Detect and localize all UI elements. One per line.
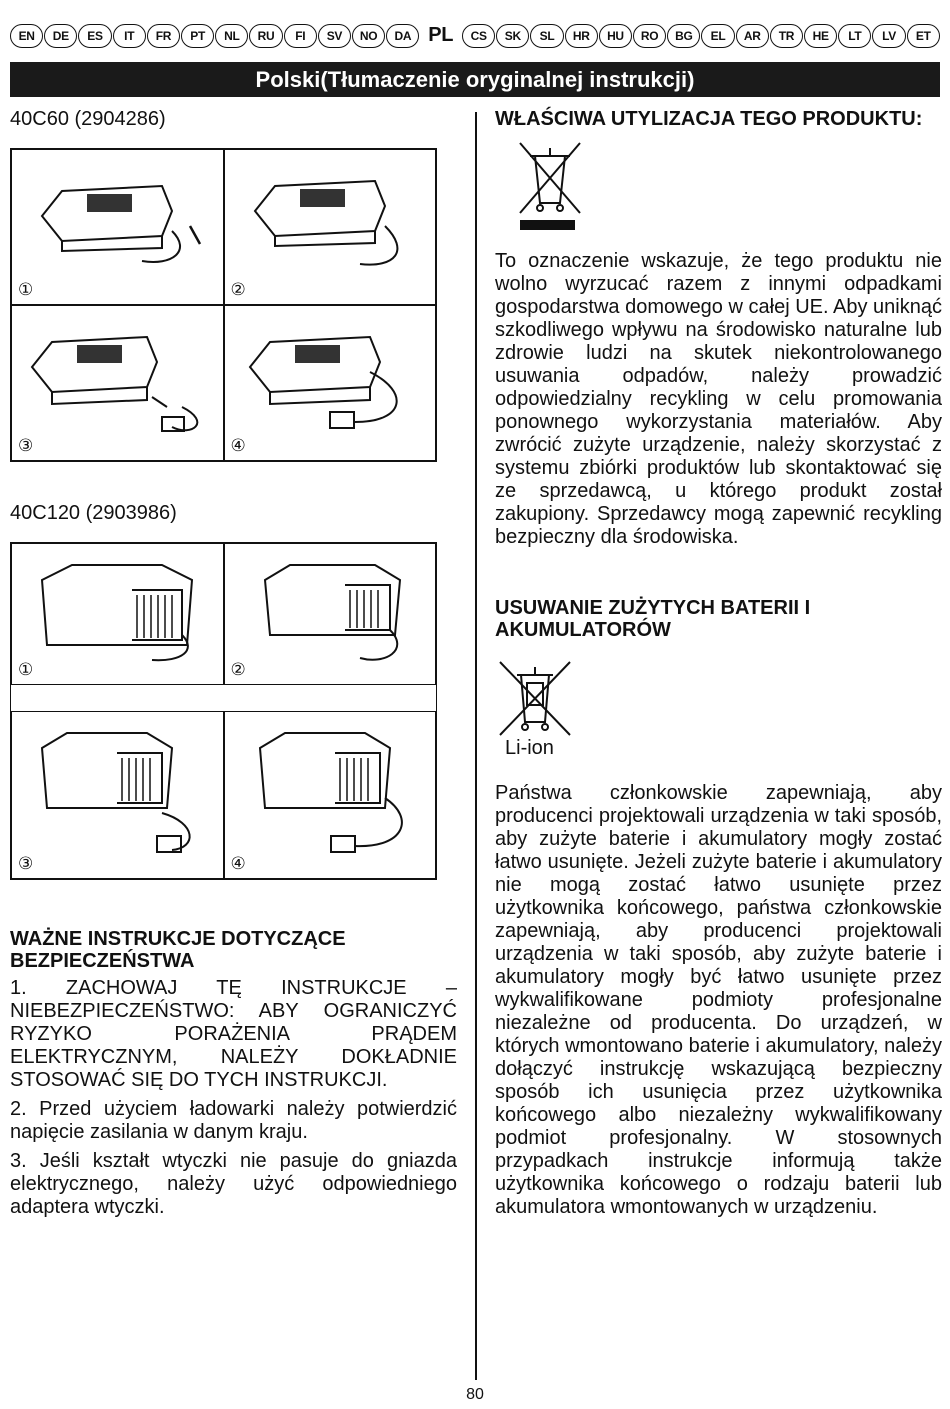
language-tab[interactable]: NO <box>352 24 385 48</box>
language-tab[interactable]: HU <box>599 24 632 48</box>
language-tab[interactable]: SK <box>496 24 529 48</box>
language-bar <box>10 24 940 50</box>
battery-heading: USUWANIE ZUŻYTYCH BATERII I AKUMULATORÓW <box>495 597 811 641</box>
disposal-text: To oznaczenie wskazuje, że tego produktu nie wolno wyrzucać razem z innymi odpadkami gospodarstwa domowego w całej UE. Aby uniknąć szkodliwego wpływu na środowisko naturalne lub zdrowie ludzi na skutek niekontrolowanego usuwania odpadów, należy prowadzić odpowiedzialny recykling w celu promowania ponownego wykorzystania materiałów. Aby zwrócić zużyte urządzenie, należy skorzystać z systemu zbiórki produktów lub skontaktować się ze sprzedawcą, u którego produkt został zakupiony. Sprzedawcy mogą zapewnić recykling bezpieczny dla środowiska. <box>495 250 942 548</box>
illustration-step <box>11 543 224 685</box>
page-title: Polski(Tłumaczenie oryginalnej instrukcji) <box>10 62 940 97</box>
language-tab[interactable]: AR <box>736 24 769 48</box>
illustration-step <box>224 305 437 461</box>
language-tab[interactable]: CS <box>462 24 495 48</box>
language-tab[interactable]: LT <box>838 24 871 48</box>
language-tab[interactable]: RO <box>633 24 666 48</box>
crossed-bin-icon <box>515 138 585 234</box>
column-divider <box>475 112 477 1380</box>
illustration-step <box>11 305 224 461</box>
safety-item: 1. ZACHOWAJ TĘ INSTRUKCJE – NIEBEZPIECZEŃSTWO: ABY OGRANICZYĆ RYZYKO PORAŻENIA PRĄDEM ELEKTRYCZNYM, NALEŻY DOKŁADNIE STOSOWAĆ SIĘ DO TYCH INSTRUKCJI. <box>10 977 457 1091</box>
language-tab[interactable]: EN <box>10 24 43 48</box>
illustration-step <box>11 149 224 305</box>
charger-unplug-illustration <box>22 550 212 670</box>
model-label: 40C120 (2903986) <box>10 502 177 524</box>
charger-plug-in-illustration <box>22 718 212 858</box>
language-tab[interactable]: EL <box>701 24 734 48</box>
charger-connected-illustration <box>235 312 425 432</box>
language-tab[interactable]: ET <box>907 24 940 48</box>
safety-item: 3. Jeśli kształt wtyczki nie pasuje do gniazda elektrycznego, należy użyć odpowiedniego adaptera wtyczki. <box>10 1150 457 1218</box>
step-number: ③ <box>18 436 34 456</box>
illustration-step <box>224 149 437 305</box>
li-ion-label: Li-ion <box>505 737 554 759</box>
right-column <box>495 108 942 1219</box>
language-tab[interactable]: BG <box>667 24 700 48</box>
step-number: ③ <box>18 854 34 874</box>
charger-cable-illustration <box>235 550 425 670</box>
page-number: 80 <box>466 1386 484 1403</box>
language-tab[interactable]: RU <box>249 24 282 48</box>
language-tab[interactable]: FR <box>147 24 180 48</box>
illustration-step <box>11 711 224 879</box>
language-tab[interactable]: FI <box>284 24 317 48</box>
language-tab[interactable]: SL <box>530 24 563 48</box>
language-tab-active[interactable]: PL <box>428 23 454 46</box>
safety-item: 2. Przed użyciem ładowarki należy potwierdzić napięcie zasilania w danym kraju. <box>10 1098 457 1143</box>
charger-connected-illustration <box>235 718 425 858</box>
safety-heading: WAŻNE INSTRUKCJE DOTYCZĄCE BEZPIECZEŃSTWA <box>10 928 346 972</box>
language-tab[interactable]: PT <box>181 24 214 48</box>
charger-illustration-grid <box>10 542 437 880</box>
language-tab[interactable]: IT <box>113 24 146 48</box>
charger-illustration-grid <box>10 148 437 462</box>
battery-text: Państwa członkowskie zapewniają, aby producenci projektowali urządzenia w taki sposób, aby zużyte baterie i akumulatory mogły zostać łatwo usunięte. Jeżeli zużyte baterie i akumulatory nie mogą zostać łatwo usunięte przez użytkownika końcowego, państwa członkowskie zapewniają, aby producenci projektowali urządzenia w taki sposób, aby zużyte baterie i akumulatory mogły być łatwo usunięte przez wykwalifikowane podmioty profesjonalne niezależne od producenta. Do urządzeń, w których wmontowano baterie i akumulatory, należy dołączyć instrukcję wskazującą bezpieczny sposób ich usunięcia przez użytkownika końcowego albo niezależny wykwalifikowany podmiot profesjonalny. W stosownych przypadkach instrukcje informują także użytkownika końcowego o rodzaju baterii lub akumulatora wmontowanych w urządzeniu. <box>495 782 942 1218</box>
left-column <box>10 108 457 1219</box>
language-tab[interactable]: DE <box>44 24 77 48</box>
step-number: ① <box>18 660 34 680</box>
language-tab[interactable]: ES <box>78 24 111 48</box>
illustration-step <box>224 711 437 879</box>
language-tab[interactable]: NL <box>215 24 248 48</box>
step-number: ① <box>18 280 34 300</box>
step-number: ② <box>230 280 246 300</box>
language-tab[interactable]: HE <box>804 24 837 48</box>
charger-cable-illustration <box>235 156 425 276</box>
language-tab[interactable]: DA <box>386 24 419 48</box>
crossed-bin-icon <box>495 657 575 737</box>
language-tab[interactable]: LV <box>872 24 905 48</box>
step-number: ④ <box>230 436 246 456</box>
disposal-heading: WŁAŚCIWA UTYLIZACJA TEGO PRODUKTU: <box>495 108 923 130</box>
charger-plug-in-illustration <box>22 312 212 432</box>
step-number: ④ <box>230 854 246 874</box>
language-tab[interactable]: HR <box>565 24 598 48</box>
language-tab[interactable]: TR <box>770 24 803 48</box>
charger-unplug-illustration <box>22 156 212 276</box>
model-label: 40C60 (2904286) <box>10 108 166 130</box>
illustration-step <box>224 543 437 685</box>
language-tab[interactable]: SV <box>318 24 351 48</box>
step-number: ② <box>230 660 246 680</box>
